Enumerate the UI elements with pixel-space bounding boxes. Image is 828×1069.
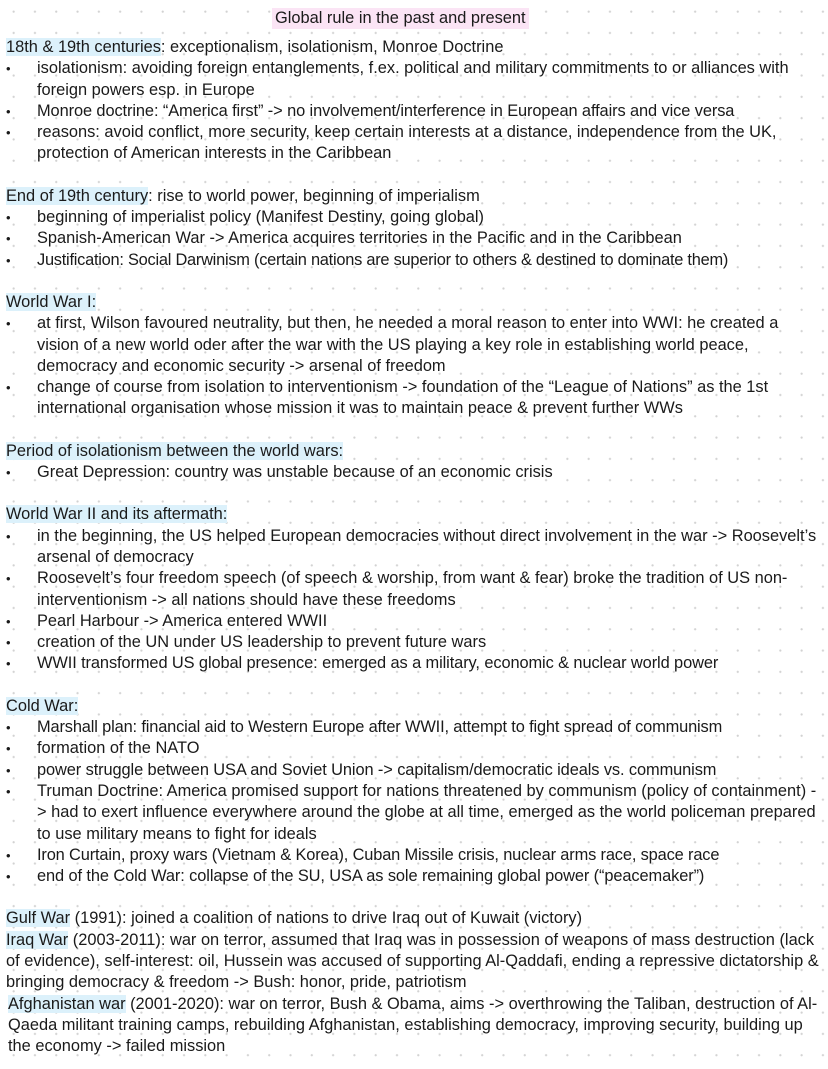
war-description: (2001-2020): war on terror, Bush & Obama, aims -> overthrowing the Taliban, destruction of Al-Qaeda militant training camps, rebuilding Afghanistan, establishing democracy, improving security, building up the economy -> failed mission	[8, 994, 818, 1056]
bullet-item: • change of course from isolation to interventionism -> foundation of the “League of Nations” as the 1st international organisation whose mission it was to maintain peace & prevent further WWs	[6, 377, 826, 420]
bullet-item: • Spanish-American War -> America acquires territories in the Pacific and in the Caribbean	[6, 228, 826, 249]
bullet-item: • formation of the NATO	[6, 738, 826, 759]
heading-highlight: World War I:	[6, 292, 97, 311]
bullet-item: • Pearl Harbour -> America entered WWII	[6, 611, 826, 632]
bullet-item: • Great Depression: country was unstable because of an economic crisis	[6, 462, 826, 483]
war-name: Gulf War	[6, 909, 71, 928]
section-heading	[6, 186, 826, 207]
bullet-item: • Monroe doctrine: “America first” -> no involvement/interference in European affairs and vice versa	[6, 101, 826, 122]
bullet-list	[6, 526, 826, 675]
bullet-item: • at first, Wilson favoured neutrality, but then, he needed a moral reason to enter into WWI: he created a vision of a new world oder after the war with the US playing a key role in establishing world peace, democracy and economic security -> arsenal of freedom	[6, 313, 826, 377]
war-entry	[6, 908, 826, 929]
bullet-item: • in the beginning, the US helped European democracies without direct involvement in the war -> Roosevelt’s arsenal of democracy	[6, 526, 826, 569]
recent-wars	[6, 908, 826, 1057]
page-title: Global rule in the past and present	[272, 8, 529, 29]
section-heading	[6, 441, 826, 462]
war-name: Afghanistan war	[8, 994, 126, 1013]
war-entry	[6, 994, 826, 1058]
bullet-item: • Justification: Social Darwinism (certain nations are superior to others & destined to dominate them)	[6, 250, 826, 271]
section-world-war-2	[6, 504, 826, 674]
section-heading	[6, 292, 826, 313]
bullet-item: • power struggle between USA and Soviet Union -> capitalism/democratic ideals vs. communism	[6, 760, 826, 781]
section-cold-war	[6, 696, 826, 888]
heading-highlight: 18th & 19th centuries	[6, 38, 161, 56]
section-interwar-isolationism	[6, 441, 826, 484]
heading-text: : rise to world power, beginning of imperialism	[148, 186, 480, 205]
section-18th-19th-centuries	[6, 37, 826, 165]
bullet-list	[6, 717, 826, 887]
bullet-list	[6, 58, 826, 164]
section-heading	[6, 37, 826, 58]
bullet-item: • Iron Curtain, proxy wars (Vietnam & Korea), Cuban Missile crisis, nuclear arms race, space race	[6, 845, 826, 866]
war-name: Iraq War	[6, 930, 69, 949]
bullet-item: • beginning of imperialist policy (Manifest Destiny, going global)	[6, 207, 826, 228]
heading-highlight: Period of isolationism between the world wars:	[6, 441, 344, 460]
bullet-item: • WWII transformed US global presence: emerged as a military, economic & nuclear world power	[6, 653, 826, 674]
bullet-list	[6, 313, 826, 419]
bullet-item: • end of the Cold War: collapse of the SU, USA as sole remaining global power (“peacemaker”)	[6, 866, 826, 887]
section-heading	[6, 696, 826, 717]
war-description: (1991): joined a coalition of nations to drive Iraq out of Kuwait (victory)	[70, 909, 583, 928]
heading-highlight: End of 19th century	[6, 186, 149, 205]
section-world-war-1	[6, 292, 826, 420]
bullet-item: • Marshall plan: financial aid to Western Europe after WWII, attempt to fight spread of communism	[6, 717, 826, 738]
heading-text: : exceptionalism, isolationism, Monroe Doctrine	[160, 38, 504, 56]
section-end-19th-century	[6, 186, 826, 271]
bullet-list	[6, 207, 826, 271]
notes-page	[6, 37, 826, 1057]
section-heading	[6, 504, 826, 525]
bullet-item: • Roosevelt’s four freedom speech (of speech & worship, from want & fear) broke the tradition of US non-interventionism -> all nations should have these freedoms	[6, 568, 826, 611]
bullet-item: • isolationism: avoiding foreign entanglements, f.ex. political and military commitments to or alliances with foreign powers esp. in Europe	[6, 58, 826, 101]
bullet-list	[6, 462, 826, 483]
heading-highlight: World War II and its aftermath:	[6, 505, 228, 524]
bullet-item: • reasons: avoid conflict, more security, keep certain interests at a distance, independence from the UK, protection of American interests in the Caribbean	[6, 122, 826, 165]
war-description: (2003-2011): war on terror, assumed that Iraq was in possession of weapons of mass destruction (lack of evidence), self-interest: oil, Hussein was accused of supporting Al-Qaddafi, ending a repressive dictatorship & bringing democracy & freedom -> Bush: honor, pride, patriotism	[6, 930, 819, 992]
heading-highlight: Cold War:	[6, 696, 79, 715]
bullet-item: • Truman Doctrine: America promised support for nations threatened by communism (policy of containment) -> had to exert influence everywhere around the globe at all time, emerged as the world policeman prepared to use military means to fight for ideals	[6, 781, 826, 845]
bullet-item: • creation of the UN under US leadership to prevent future wars	[6, 632, 826, 653]
war-entry	[6, 930, 826, 994]
